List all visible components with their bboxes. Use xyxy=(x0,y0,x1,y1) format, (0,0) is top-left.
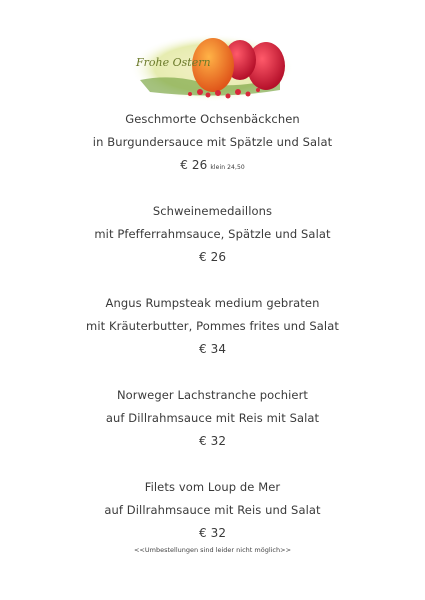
dish-description: auf Dillrahmsauce mit Reis mit Salat xyxy=(105,411,320,425)
dish-price: € 34 xyxy=(198,342,227,356)
dish-description: mit Kräuterbutter, Pommes frites und Salat xyxy=(86,319,339,333)
dish-name: Norweger Lachstranche pochiert xyxy=(116,388,309,402)
dish-description: mit Pfefferrahmsauce, Spätzle und Salat xyxy=(94,227,331,241)
dish-name: Geschmorte Ochsenbäckchen xyxy=(125,112,300,126)
dish-price: € 26 xyxy=(198,250,227,264)
dish-price: € 32 xyxy=(198,526,227,540)
dish-description: auf Dillrahmsauce mit Reis und Salat xyxy=(104,503,321,517)
easter-banner xyxy=(130,30,295,102)
easter-eggs-image xyxy=(130,30,295,102)
dish-name: Schweinemedaillons xyxy=(152,204,273,218)
dish-price: € 26 xyxy=(180,158,208,172)
dish-description: in Burgundersauce mit Spätzle und Salat xyxy=(92,135,333,149)
dish-price: € 32 xyxy=(198,434,227,448)
footer-note: <<Umbestellungen sind leider nicht möglich>> xyxy=(133,546,292,554)
price-note: klein 24,50 xyxy=(210,164,245,171)
dish-name: Filets vom Loup de Mer xyxy=(144,480,281,494)
dish-name: Angus Rumpsteak medium gebraten xyxy=(105,296,320,310)
dish-price-line xyxy=(0,158,425,172)
banner-text: Frohe Ostern xyxy=(136,56,211,69)
